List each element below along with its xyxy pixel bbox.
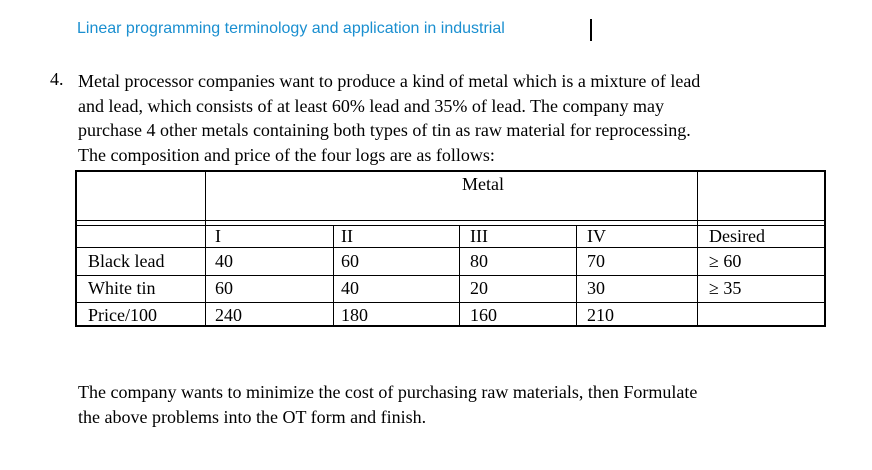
table-cell: 70 — [587, 251, 605, 271]
question-line: Metal processor companies want to produce a kind of metal which is a mixture of lead — [78, 71, 701, 91]
table-cell: 40 — [215, 251, 233, 271]
question-line: The composition and price of the four logs are as follows: — [78, 144, 495, 165]
column-header: Desired — [709, 226, 765, 246]
question-number: 4. — [50, 69, 64, 89]
composition-table — [75, 170, 826, 327]
document-heading: Linear programming terminology and application in industrial — [77, 20, 505, 37]
table-divider — [77, 220, 824, 221]
question-text — [78, 69, 838, 167]
text-cursor — [590, 19, 592, 41]
closing-line: the above problems into the OT form and finish. — [78, 406, 427, 427]
question-line: and lead, which consists of at least 60% lead and 35% of lead. The company may — [78, 95, 664, 116]
row-label: White tin — [88, 278, 156, 298]
closing-line: The company wants to minimize the cost of purchasing raw materials, then Formulate — [78, 382, 698, 402]
table-group-header: Metal — [462, 174, 504, 194]
table-divider — [77, 302, 824, 303]
closing-text — [78, 380, 697, 429]
table-cell: ≥ 35 — [709, 278, 742, 298]
table-cell: 60 — [341, 251, 359, 271]
row-label: Black lead — [88, 251, 165, 271]
table-cell: ≥ 60 — [709, 251, 742, 271]
table-cell: 160 — [470, 305, 497, 325]
table-cell: 210 — [587, 305, 614, 325]
table-cell: 40 — [341, 278, 359, 298]
column-header: III — [470, 226, 488, 246]
table-cell: 80 — [470, 251, 488, 271]
table-cell: 180 — [341, 305, 368, 325]
table-divider — [77, 275, 824, 276]
column-header: II — [341, 226, 353, 246]
table-cell: 240 — [215, 305, 242, 325]
column-header: IV — [587, 226, 606, 246]
table-cell: 20 — [470, 278, 488, 298]
row-label: Price/100 — [88, 305, 157, 325]
table-divider — [77, 247, 824, 248]
table-cell: 60 — [215, 278, 233, 298]
column-header: I — [215, 226, 221, 246]
table-cell: 30 — [587, 278, 605, 298]
question-line: purchase 4 other metals containing both types of tin as raw material for reprocessing. — [78, 120, 691, 140]
